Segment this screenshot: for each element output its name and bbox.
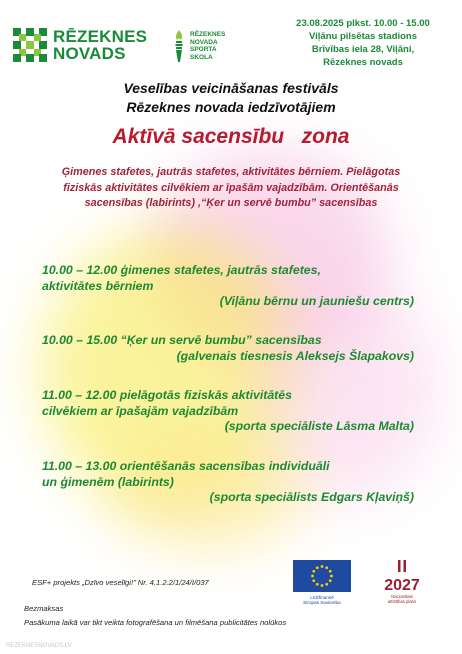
festival-title-line1: Veselības veicināšanas festivāls	[123, 80, 339, 96]
event-region: Rēzeknes novads	[323, 57, 403, 68]
eu-star	[329, 579, 332, 582]
schedule-item-1-line-1: 10.00 – 12.00 ģimenes stafetes, jautrās stafetes,	[42, 263, 321, 277]
festival-title-line2: Rēzeknes novada iedzīvotājiem	[126, 99, 336, 115]
zone-heading: Aktīvā sacensību zona	[112, 125, 350, 148]
rezeknes-pattern-icon	[13, 28, 47, 62]
nap-2027-logo	[372, 557, 432, 604]
nap-caption-line-1: Nacionālais	[391, 594, 413, 599]
eu-star	[311, 575, 314, 578]
event-venue: Viļānu pilsētas stadions	[308, 31, 418, 42]
event-date-time: 23.08.2025 plkst. 10.00 - 15.00	[296, 18, 430, 29]
schedule-item-2	[42, 333, 414, 364]
schedule-item-3-line-1: 11.00 – 12.00 pielāgotās fiziskās aktivitātēs	[42, 388, 292, 402]
rezeknes-novads-wordmark	[53, 28, 147, 62]
nap-caption-line-2: attīstības plāns	[387, 599, 417, 604]
schedule-item-2-responsible: (galvenais tiesnesis Aleksejs Šlapakovs)	[176, 348, 414, 363]
project-reference: ESF+ projekts „Dzīvo veselīgi!” Nr. 4.1.2.2/1/24/I/037	[32, 578, 209, 587]
school-word-1: RĒZEKNES	[190, 31, 226, 38]
school-word-4: SKOLA	[190, 53, 213, 61]
schedule-item-1-responsible: (Viļānu bērnu un jauniešu centrs)	[219, 294, 414, 308]
eu-star	[312, 579, 315, 582]
photo-notice: Pasākuma laikā var tikt veikta fotografēšana un filmēšana publicitātes nolūkos	[24, 618, 287, 627]
eu-caption-line-1: Līdzfinansē	[310, 595, 334, 600]
schedule-item-4-responsible: (sporta speciālists Edgars Kļaviņš)	[209, 490, 414, 504]
nap-year: 2027	[384, 577, 420, 594]
nap-bars-icon	[395, 560, 409, 572]
torch-icon	[172, 28, 186, 64]
eu-caption	[290, 595, 354, 606]
logo-word-2: NOVADS	[53, 44, 126, 63]
schedule-item-1-line-2: aktivitātes bērniem	[42, 278, 154, 293]
nap-caption	[372, 594, 432, 604]
schedule-item-3-line-2: cilvēkiem ar īpašajām vajadzībām	[42, 403, 239, 418]
eu-star	[329, 570, 332, 573]
eu-star	[321, 565, 324, 568]
rezeknes-novads-logo	[13, 28, 147, 62]
zone-description	[22, 165, 440, 212]
eu-star	[316, 566, 319, 569]
free-entry-note: Bezmaksas	[24, 604, 64, 613]
school-word-3: SPORTA	[190, 46, 217, 53]
description-line-1: Ģimenes stafetes, jautrās stafetes, aktivitātes bērniem. Pielāgotas	[61, 166, 401, 178]
schedule-item-2-line-1: 10.00 – 15.00 “Ķer un servē bumbu” sacensības	[42, 333, 322, 347]
logo-word-1: RĒZEKNES	[53, 27, 148, 46]
schedule-item-3	[42, 388, 414, 435]
event-info	[278, 17, 448, 69]
eu-star	[312, 570, 315, 573]
schedule-item-1	[42, 263, 414, 310]
sports-school-wordmark	[190, 31, 225, 61]
school-word-2: NOVADA	[190, 38, 218, 46]
eu-star	[316, 583, 319, 586]
event-address: Brīvības iela 28, Viļāni,	[311, 44, 415, 55]
eu-star	[325, 566, 328, 569]
description-line-2: fiziskās aktivitātes cilvēkiem ar īpašām vajadzībām. Orientēšanās	[63, 181, 399, 194]
website-watermark: REZEKNESNOVADS.LV	[6, 643, 72, 649]
eu-star	[330, 575, 333, 578]
eu-stars-icon	[293, 560, 351, 592]
eu-flag-icon	[293, 560, 351, 592]
sports-school-logo	[172, 28, 225, 64]
eu-star	[321, 584, 324, 587]
schedule-item-4	[42, 459, 414, 506]
eu-star	[325, 583, 328, 586]
eu-caption-line-2: Eiropas Savienība	[303, 600, 341, 606]
schedule-item-3-responsible: (sporta speciāliste Lāsma Malta)	[224, 419, 414, 433]
schedule-item-4-line-2: un ģimenēm (labirints)	[42, 474, 174, 489]
description-line-3: sacensības (labirints) ,“Ķer un servē bumbu” sacensības	[84, 197, 378, 209]
schedule-item-4-line-1: 11.00 – 13.00 orientēšanās sacensības individuāli	[42, 459, 330, 473]
